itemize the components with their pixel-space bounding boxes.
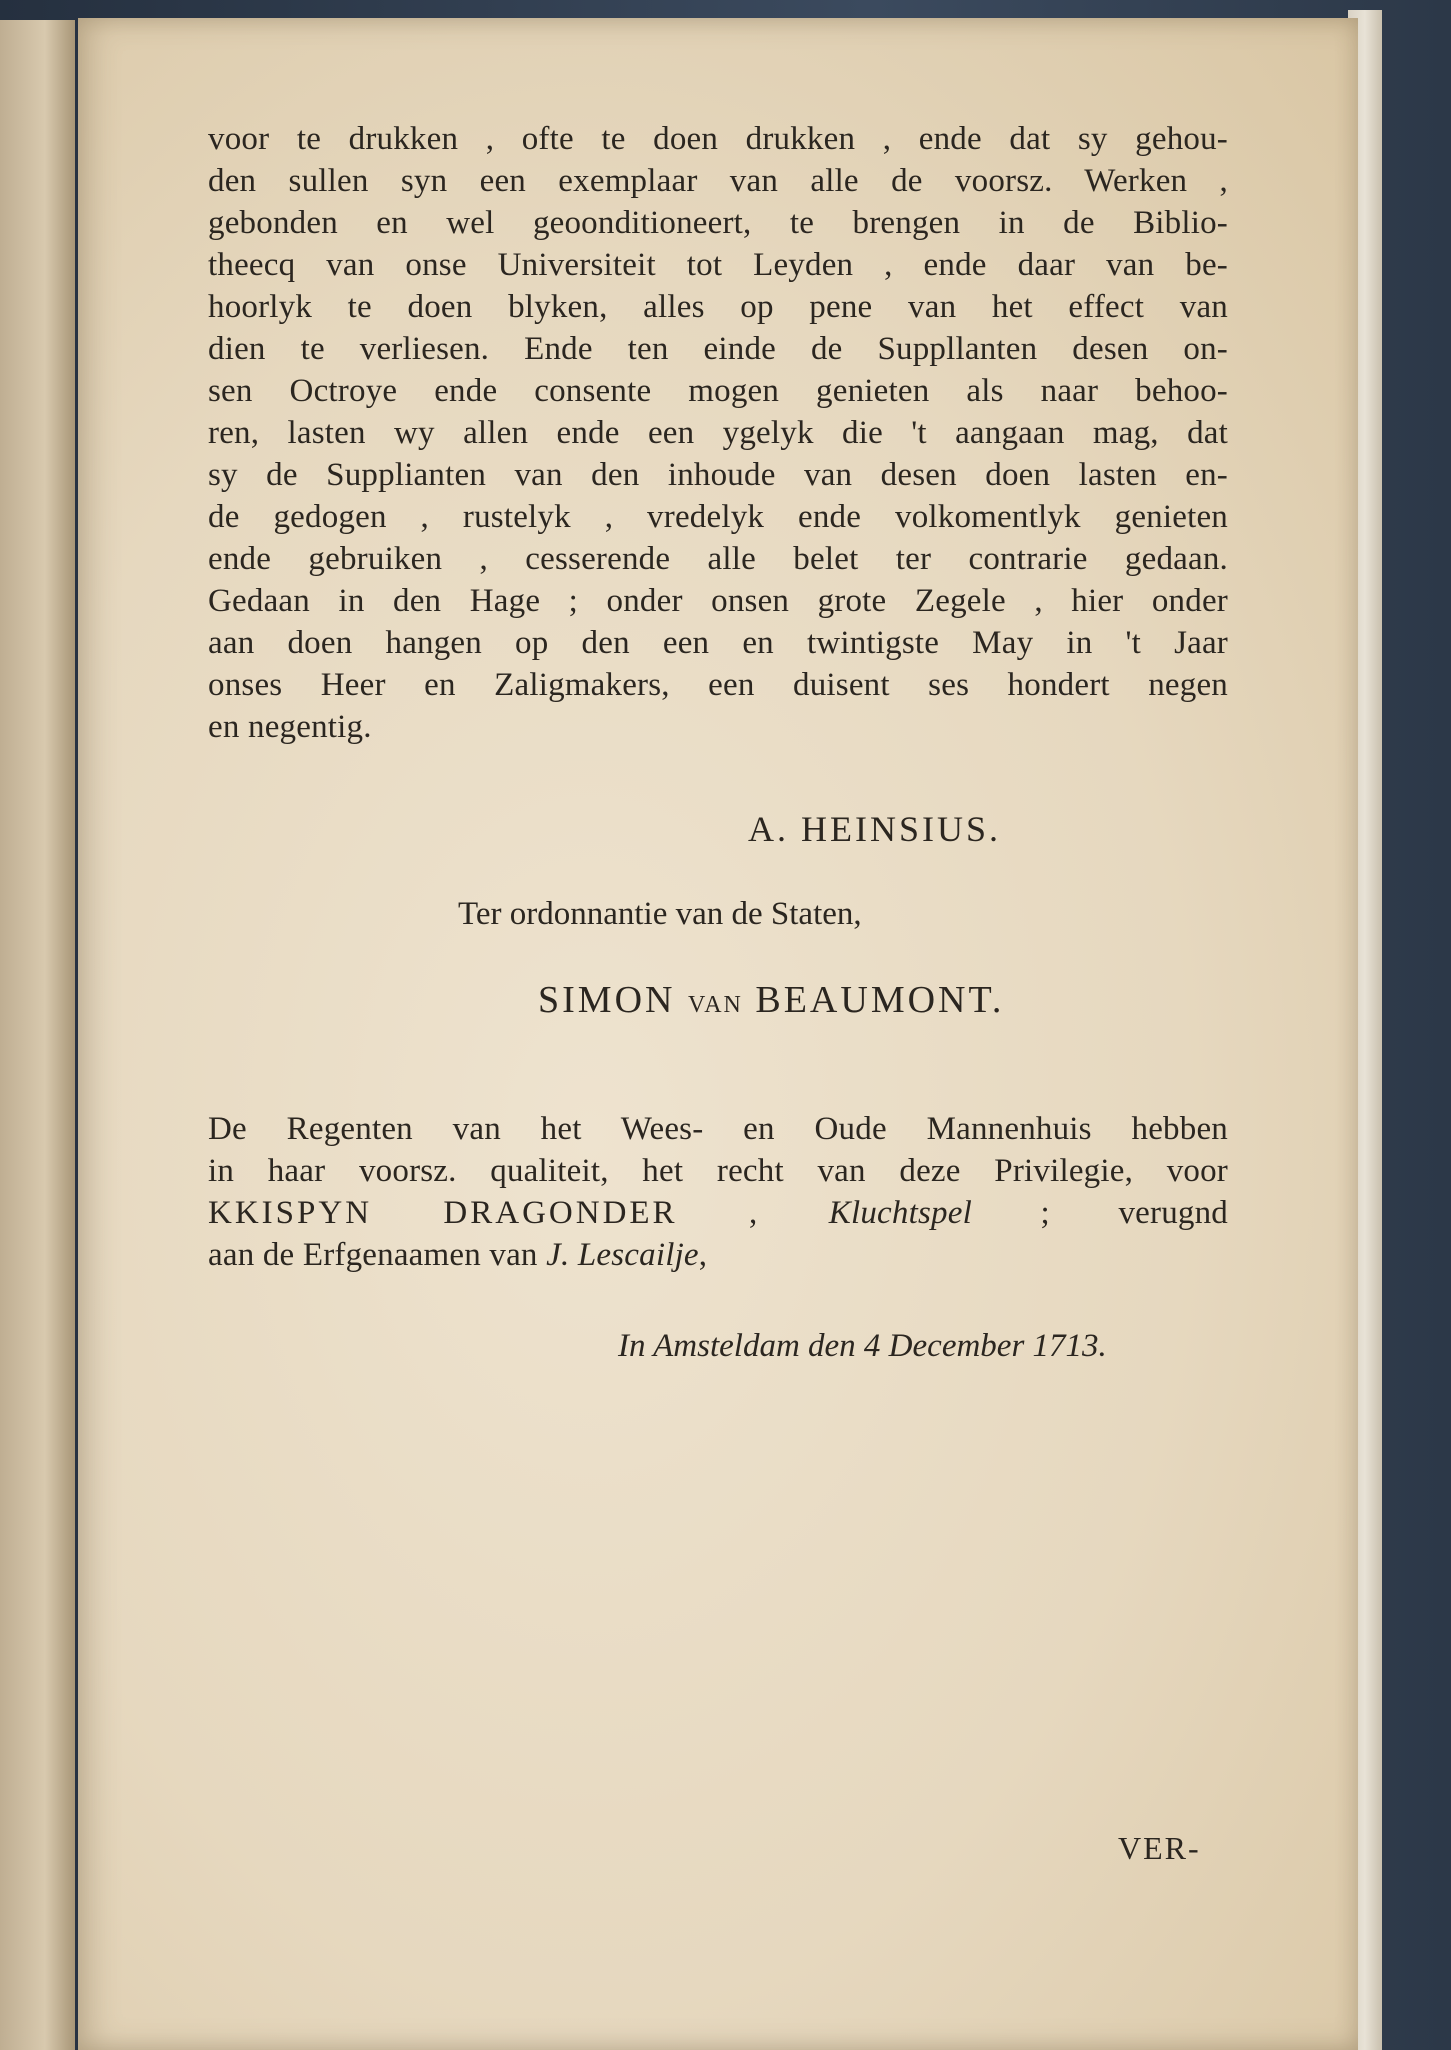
signature-first-name: SIMON: [538, 979, 676, 1021]
text-line: gebonden en wel geoonditioneert, te brengen in de Biblio-: [208, 205, 1228, 241]
text-line: en negentig.: [208, 709, 372, 745]
signature-particle: VAN: [687, 992, 743, 1018]
text-line: den sullen syn een exemplaar van alle de voorsz. Werken ,: [208, 163, 1228, 199]
ordonnantie-line: Ter ordonnantie van de Staten,: [458, 896, 862, 932]
printer-name: J. Lescailje: [546, 1237, 699, 1273]
play-title: KKISPYN DRAGONDER ,: [208, 1195, 761, 1231]
text-fragment: aan de Erfgenaamen van: [208, 1237, 538, 1273]
signature-last-name: BEAUMONT.: [755, 979, 1005, 1021]
signature-beaumont: [538, 978, 1004, 1022]
text-line: in haar voorsz. qualiteit, het recht van deze Privilegie, voor: [208, 1153, 1228, 1189]
text-line: sen Octroye ende consente mogen genieten als naar behoo-: [208, 373, 1228, 409]
text-fragment: ,: [698, 1237, 708, 1273]
text-line: [208, 1192, 1228, 1234]
text-line: [208, 1234, 1228, 1276]
text-line: voor te drukken , ofte te doen drukken , ende dat sy gehou-: [208, 121, 1228, 157]
text-line: Gedaan in den Hage ; onder onsen grote Zegele , hier onder: [208, 583, 1228, 619]
text-line: dien te verliesen. Ende ten einde de Suppllanten desen on-: [208, 331, 1228, 367]
text-line: De Regenten van het Wees- en Oude Mannenhuis hebben: [208, 1111, 1228, 1147]
book-page: [78, 18, 1358, 2050]
text-line: de gedogen , rustelyk , vredelyk ende volkomentlyk genieten: [208, 499, 1228, 535]
text-line: ren, lasten wy allen ende een ygelyk die 't aangaan mag, dat: [208, 415, 1228, 451]
facing-page-edge: [0, 20, 75, 2050]
catchword: VER-: [1118, 1830, 1201, 1866]
text-line: theecq van onse Universiteit tot Leyden , ende daar van be-: [208, 247, 1228, 283]
text-line: ende gebruiken , cesserende alle belet ter contrarie gedaan.: [208, 541, 1228, 577]
text-fragment: ; verugnd: [1040, 1195, 1228, 1231]
play-genre: Kluchtspel: [828, 1195, 972, 1231]
place-date-line: In Amsteldam den 4 December 1713.: [618, 1328, 1107, 1364]
text-line: hoorlyk te doen blyken, alles op pene van het effect van: [208, 289, 1228, 325]
text-line: sy de Supplianten van den inhoude van desen doen lasten en-: [208, 457, 1228, 493]
privilege-text: [208, 118, 1228, 748]
text-line: onses Heer en Zaligmakers, een duisent ses hondert negen: [208, 667, 1228, 703]
regenten-paragraph: [208, 1108, 1228, 1276]
signature-heinsius: A. HEINSIUS.: [748, 809, 1002, 849]
text-line: aan doen hangen op den een en twintigste May in 't Jaar: [208, 625, 1228, 661]
